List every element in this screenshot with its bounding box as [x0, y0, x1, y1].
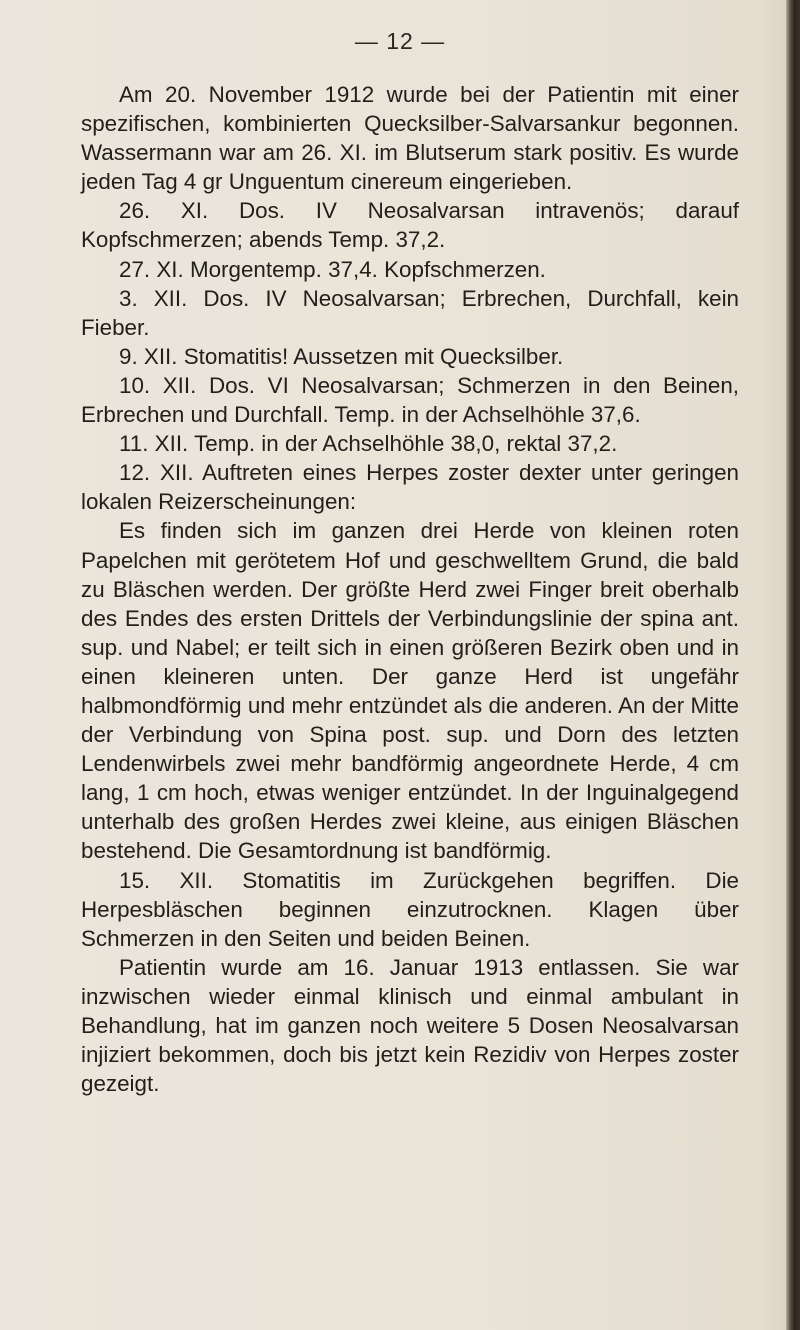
- paragraph-10-xii: 10. XII. Dos. VI Neosalvarsan; Schmerzen in den Beinen, Erbrechen und Durchfall. Temp. in der Achselhöhle 37,6.: [81, 372, 739, 428]
- page-number: — 12 —: [354, 28, 446, 54]
- body-text: [81, 80, 739, 1098]
- book-spine-shadow: [786, 0, 800, 1330]
- paragraph-27-xi: 27. XI. Morgentemp. 37,4. Kopfschmerzen.: [119, 256, 546, 282]
- paragraph-9-xii: 9. XII. Stomatitis! Aussetzen mit Quecksilber.: [119, 343, 564, 369]
- paragraph-12-xii: 12. XII. Auftreten eines Herpes zoster dexter unter geringen lokalen Reizerscheinungen:: [81, 460, 739, 515]
- paragraph-26-xi: 26. XI. Dos. IV Neosalvarsan intravenös; darauf Kopfschmerzen; abends Temp. 37,2.: [81, 198, 739, 253]
- paragraph-herde: Es finden sich im ganzen drei Herde von kleinen roten Papelchen mit gerötetem Hof und geschwelltem Grund, die bald zu Bläschen werden. Der größte Herd zwei Finger breit oberhalb des Endes des ersten Drittels der Verbindungslinie der spina ant. sup. und Nabel; er teilt sich in einen größeren Bezirk oben und in einen kleineren unten. Der ganze Herd ist ungefähr halbmondförmig und mehr entzündet als die anderen. An der Mitte der Verbindung von Spina post. sup. und Dorn des letzten Lendenwirbels zwei mehr bandförmig angeordnete Herde, 4 cm lang, 1 cm hoch, etwas weniger entzündet. In der Inguinalgegend unterhalb des großen Herdes zwei kleine, aus einigen Bläschen bestehend. Die Gesamtordnung ist bandförmig.: [81, 518, 739, 864]
- paragraph-entlassen: Patientin wurde am 16. Januar 1913 entlassen. Sie war inzwischen wieder einmal klinisch und einmal ambulant in Behandlung, hat im ganzen noch weitere 5 Dosen Neosalvarsan injiziert bekommen, doch bis jetzt kein Rezidiv von Herpes zoster gezeigt.: [81, 954, 739, 1097]
- paragraph-3-xii: 3. XII. Dos. IV Neosalvarsan; Erbrechen, Durchfall, kein Fieber.: [81, 285, 739, 340]
- paragraph-11-xii: 11. XII. Temp. in der Achselhöhle 38,0, rektal 37,2.: [119, 431, 618, 457]
- paragraph-intro: Am 20. November 1912 wurde bei der Patientin mit einer spezifischen, kombinierten Quecksilber-Salvarsankur begonnen. Wassermann war am 26. XI. im Blutserum stark positiv. Es wurde jeden Tag 4 gr Unguentum cinereum eingerieben.: [81, 82, 739, 195]
- paragraph-15-xii: 15. XII. Stomatitis im Zurückgehen begriffen. Die Herpesbläschen beginnen einzutrocknen. Klagen über Schmerzen in den Seiten und beiden Beinen.: [81, 867, 739, 951]
